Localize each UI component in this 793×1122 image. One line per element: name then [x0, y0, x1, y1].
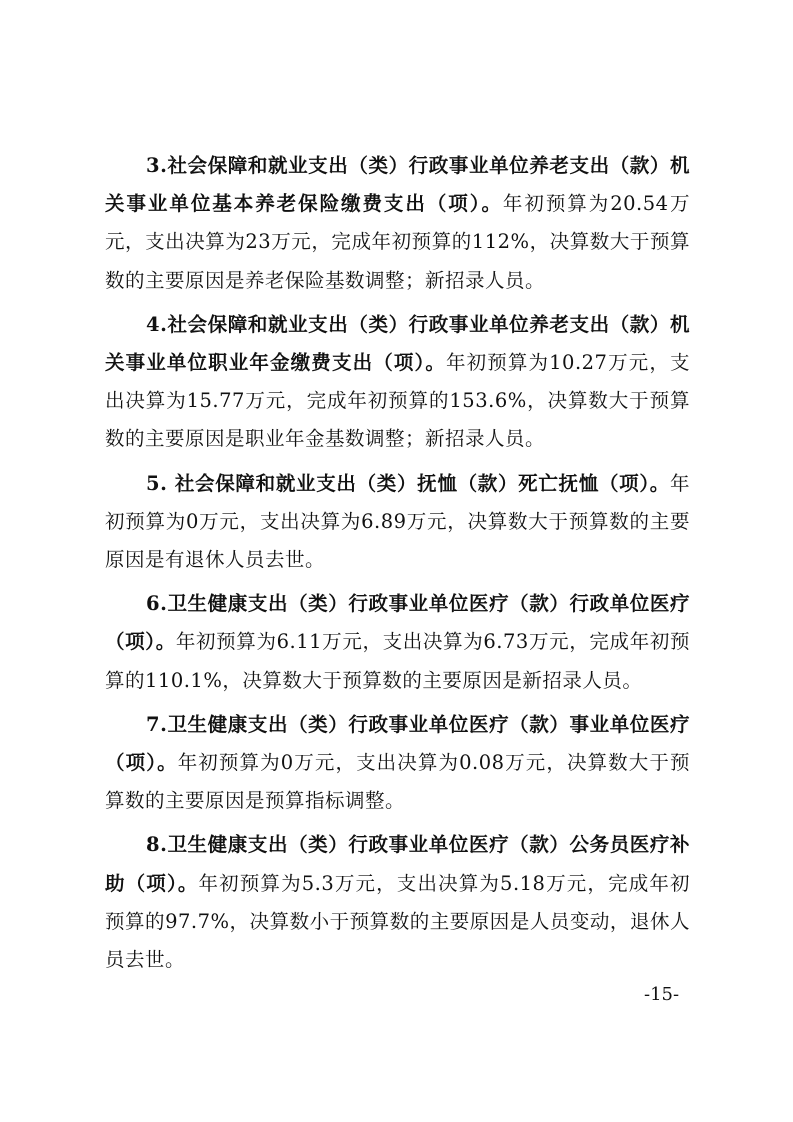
paragraph-title: 7.卫生健康支出（类）行政事业单位医疗（款）事业单位医疗（项）。: [105, 712, 690, 775]
paragraph-body: 年初预算为20.54万元，支出决算为23万元，完成年初预算的112%，决算数大于预算数的主要原因是养老保险基数调整；新招录人员。: [105, 192, 690, 292]
paragraph-item-5: [105, 465, 690, 580]
paragraph-body: 年初预算为0万元，支出决算为0.08万元，决算数大于预算数的主要原因是预算指标调整。: [105, 751, 690, 813]
paragraph-item-3: [105, 147, 690, 300]
paragraph-body: 年初预算为10.27万元，支出决算为15.77万元，完成年初预算的153.6%，决算数大于预算数的主要原因是职业年金基数调整；新招录人员。: [105, 351, 690, 451]
body-text: [105, 147, 690, 985]
paragraph-body: 年初预算为6.11万元，支出决算为6.73万元，完成年初预算的110.1%，决算数大于预算数的主要原因是新招录人员。: [105, 630, 690, 692]
paragraph-body: 年初预算为0万元，支出决算为6.89万元，决算数大于预算数的主要原因是有退休人员去世。: [105, 471, 690, 572]
paragraph-item-4: [105, 306, 690, 459]
paragraph-title: 5. 社会保障和就业支出（类）抚恤（款）死亡抚恤（项）。: [146, 471, 670, 495]
paragraph-title: 6.卫生健康支出（类）行政事业单位医疗（款）行政单位医疗（项）。: [105, 592, 690, 654]
paragraph-item-6: [105, 585, 690, 700]
paragraph-title: 8.卫生健康支出（类）行政事业单位医疗（款）公务员医疗补助（项）。: [105, 833, 690, 895]
paragraph-title: 4.社会保障和就业支出（类）行政事业单位养老支出（款）机关事业单位职业年金缴费支出（项）。: [105, 312, 690, 375]
paragraph-item-7: [105, 706, 690, 821]
paragraph-body: 年初预算为5.3万元，支出决算为5.18万元，完成年初预算的97.7%，决算数小于预算数的主要原因是人员变动，退休人员去世。: [105, 871, 690, 972]
page-number: -15-: [644, 984, 680, 1005]
paragraph-item-8: [105, 826, 690, 979]
paragraph-title: 3.社会保障和就业支出（类）行政事业单位养老支出（款）机关事业单位基本养老保险缴费支出（项）。: [105, 154, 690, 216]
